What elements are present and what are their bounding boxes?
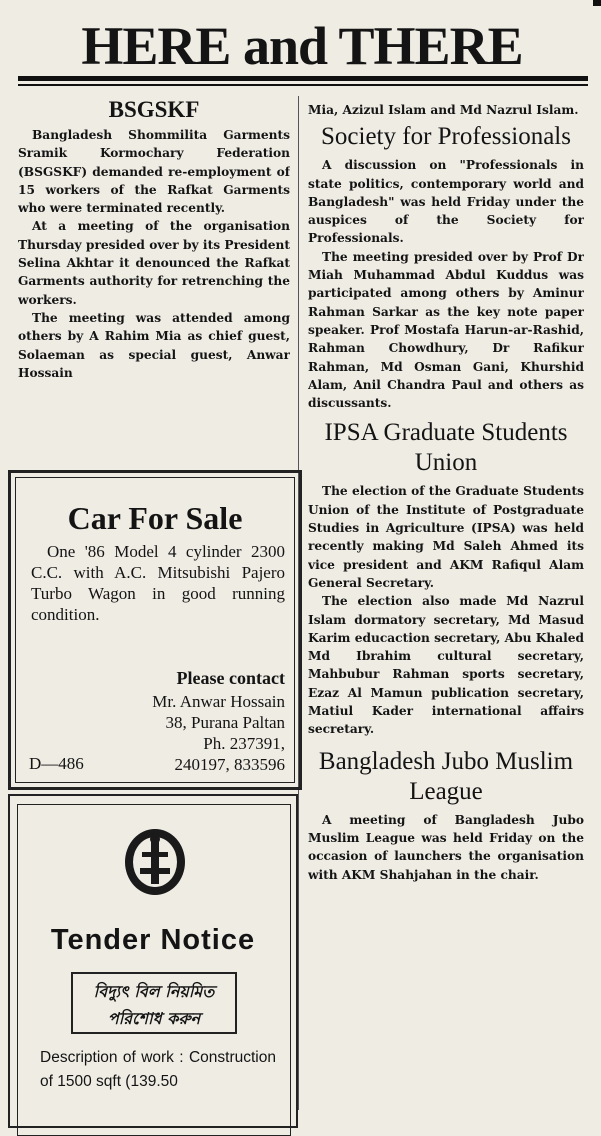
emblem-icon (122, 826, 188, 898)
continuation-text: Mia, Azizul Islam and Md Nazrul Islam. (308, 103, 579, 117)
ad-contact (152, 691, 285, 775)
article-heading: Society for Professionals (321, 123, 571, 151)
tender-notice (8, 794, 298, 1128)
masthead (14, 16, 590, 76)
bengali-line: বিদ্যুৎ বিল নিয়মিত (93, 982, 215, 1001)
car-sale-ad (8, 470, 302, 790)
article-paragraph: A discussion on "Professionals in state politics, contemporary world and Bangladesh" was held Friday under the auspices of the Society for Professionals. (308, 158, 584, 246)
article-heading: IPSA Graduate Students Union (324, 419, 568, 477)
ad-code: D—486 (29, 754, 84, 773)
article-paragraph: The election of the Graduate Students Union of the Institute of Postgraduate Studies in Agriculture (IPSA) was held recently making Md Saleh Ahmed its vice president and AKM Rafiqul Alam General Secretary. (308, 484, 584, 590)
tender-bengali-slogan (71, 972, 237, 1034)
ad-body: One '86 Model 4 cylinder 2300 C.C. with A.C. Mitsubishi Pajero Turbo Wagon in good running condition. (31, 542, 285, 624)
article-bsgskf (18, 96, 290, 456)
ad-contact-name: Mr. Anwar Hossain (152, 692, 285, 711)
article-paragraph: At a meeting of the organisation Thursday presided over by its President Selina Akhtar it denounced the Rafkat Garments authority for retrenching the workers. (18, 219, 290, 307)
ad-heading: Car For Sale (67, 500, 243, 536)
masthead-rule-thick (18, 76, 588, 81)
ad-contact-phone: Ph. 237391, (203, 734, 285, 753)
article-heading: BSGSKF (108, 97, 200, 122)
ad-contact-label: Please contact (176, 668, 285, 688)
article-paragraph: The election also made Md Nazrul Islam dormatory secretary, Md Masud Karim educaction secretary, Abu Khaled Md Ibrahim cultural secretary, Mahbubur Rahman sports secretary, Ezaz Al Mamun publication secretary, Matiul Kader international affairs secretary. (308, 594, 584, 737)
ad-contact-phone: 240197, 833596 (174, 755, 285, 774)
article-paragraph: A meeting of Bangladesh Jubo Muslim League was held Friday on the occasion of launchers the organisation with AKM Shahjahan in the chair. (308, 812, 584, 882)
page-corner-mark (593, 0, 601, 6)
masthead-title: HERE and THERE (81, 16, 523, 76)
ad-contact-address: 38, Purana Paltan (165, 713, 285, 732)
article-paragraph: The meeting was attended among others by A Rahim Mia as chief guest, Solaeman as special guest, Anwar Hossain (18, 310, 290, 380)
right-column (308, 101, 584, 1110)
masthead-rule-thin (18, 84, 588, 86)
article-heading: Bangladesh Jubo Muslim League (318, 747, 574, 805)
article-paragraph: Bangladesh Shommilita Garments Sramik Kormochary Federation (BSGSKF) demanded re-employment of 15 workers of the Rafkat Garments who were terminated recently. (18, 128, 290, 216)
tender-heading: Tender Notice (50, 924, 256, 956)
bengali-line: পরিশোধ করুন (107, 1009, 201, 1028)
article-paragraph: The meeting presided over by Prof Dr Miah Muhammad Abdul Kuddus was participated among others by Aminur Rahman Sarkar as the key note paper speaker. Prof Mostafa Harun-ar-Rashid, Rahman Chowdhury, Dr Rafikur Rahman, Md Osman Gani, Khurshid Alam, Anil Chandra Paul and others as discussants. (308, 249, 584, 411)
tender-description: Description of work : Construction of 1500 sqft (139.50 (40, 1049, 276, 1090)
